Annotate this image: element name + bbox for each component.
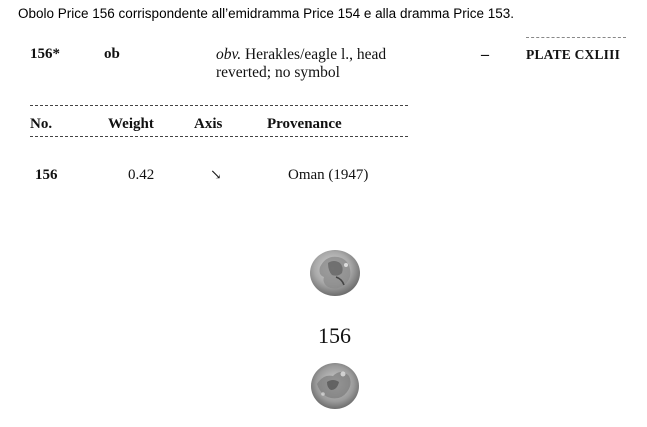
cell-provenance: Oman (1947)	[288, 167, 369, 183]
entry-plate-reference: PLATE CXLIII	[526, 47, 621, 62]
header-weight: Weight	[108, 116, 154, 132]
entry-dash: –	[481, 46, 489, 63]
obverse-prefix: obv.	[216, 46, 242, 63]
coin-obverse-image	[306, 247, 364, 299]
cell-no: 156	[35, 167, 58, 183]
description-line-1: Herakles/eagle l., head	[244, 46, 387, 63]
header-provenance: Provenance	[267, 116, 342, 132]
cell-weight: 0.42	[128, 167, 155, 183]
table-top-rule	[30, 105, 408, 106]
cell-axis-arrow: ↘	[210, 168, 222, 183]
description-line-2: reverted; no symbol	[216, 64, 340, 81]
plate-heading-rule	[526, 37, 626, 38]
figure-label: 156	[318, 323, 351, 348]
coin-reverse-image	[307, 360, 363, 412]
header-no: No.	[30, 116, 53, 132]
entry-denomination: ob	[104, 46, 120, 62]
caption: Obolo Price 156 corrispondente all’emidramma Price 154 e alla dramma Price 153.	[18, 6, 514, 21]
entry-description	[216, 46, 386, 82]
header-axis: Axis	[194, 116, 223, 132]
entry-number: 156*	[30, 46, 60, 62]
table-header-rule	[30, 136, 408, 137]
